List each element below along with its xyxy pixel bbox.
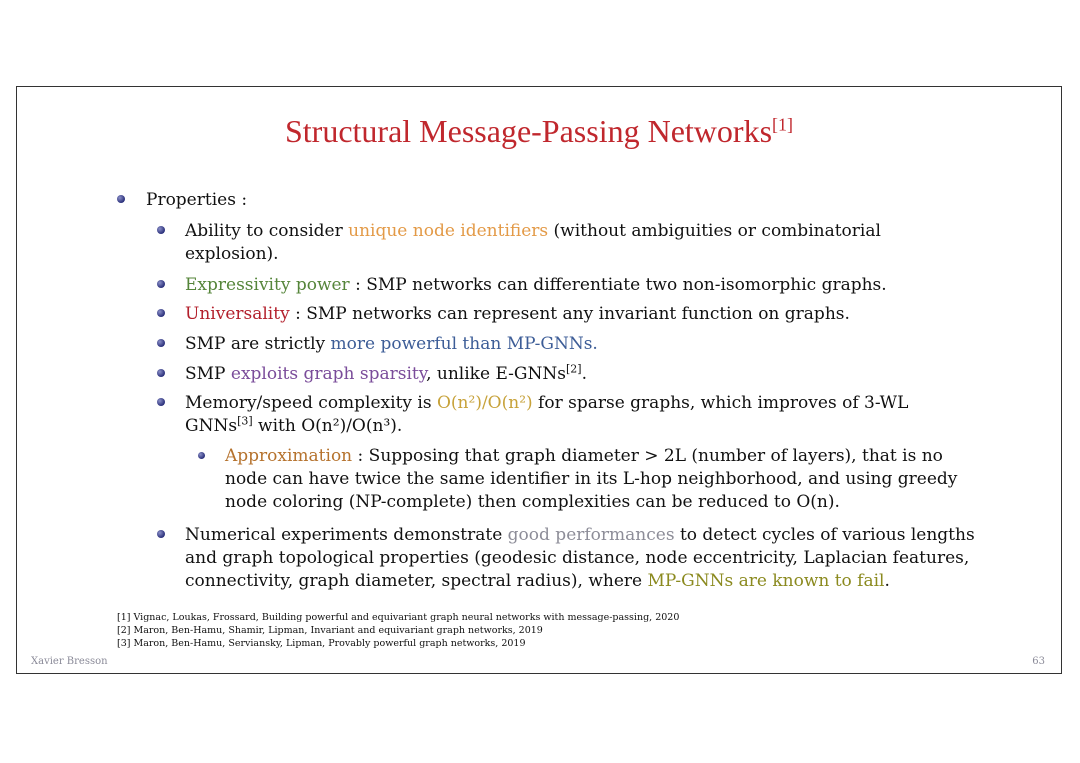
reference-3: [3] <box>237 414 253 428</box>
bullet-experiments-line3: connectivity, graph diameter, spectral radius), where MP-GNNs are known to fail. <box>185 571 890 591</box>
bullet-icon <box>157 309 165 317</box>
bullet-icon <box>157 530 165 538</box>
bullet-approximation-line2: node can have twice the same identifier in its L-hop neighborhood, and using greedy <box>225 469 958 489</box>
title-reference: [1] <box>772 114 794 135</box>
reference-item: [2] Maron, Ben-Hamu, Shamir, Lipman, Invariant and equivariant graph networks, 2019 <box>117 625 543 636</box>
bullet-expressivity: Expressivity power : SMP networks can differentiate two non-isomorphic graphs. <box>185 275 887 295</box>
bullet-icon <box>198 452 205 459</box>
bullet-experiments: Numerical experiments demonstrate good performances to detect cycles of various lengths <box>185 525 975 545</box>
bullet-unique-node-identifiers: Ability to consider unique node identifiers (without ambiguities or combinatorial <box>185 221 881 241</box>
bullet-unique-node-identifiers-line2: explosion). <box>185 244 279 264</box>
bullet-more-powerful: SMP are strictly more powerful than MP-GNNs. <box>185 334 598 354</box>
bullet-complexity-line2: GNNs[3] with O(n²)/O(n³). <box>185 414 403 436</box>
bullet-icon <box>157 280 165 288</box>
bullet-experiments-line2: and graph topological properties (geodesic distance, node eccentricity, Laplacian features, <box>185 548 970 568</box>
bullet-icon <box>157 369 165 377</box>
reference-item: [1] Vignac, Loukas, Frossard, Building powerful and equivariant graph neural networks with message-passing, 2020 <box>117 612 680 623</box>
bullet-icon <box>117 195 125 203</box>
footer-author: Xavier Bresson <box>31 656 108 667</box>
page-number: 63 <box>1032 656 1045 667</box>
slide <box>16 86 1062 674</box>
bullet-sparsity: SMP exploits graph sparsity, unlike E-GNNs[2]. <box>185 362 587 384</box>
slide-title-text: Structural Message-Passing Networks <box>284 113 773 149</box>
bullet-icon <box>157 339 165 347</box>
bullet-icon <box>157 226 165 234</box>
reference-item: [3] Maron, Ben-Hamu, Serviansky, Lipman, Provably powerful graph networks, 2019 <box>117 638 526 649</box>
bullet-complexity: Memory/speed complexity is O(n²)/O(n²) for sparse graphs, which improves of 3-WL <box>185 393 909 413</box>
references <box>117 611 679 650</box>
reference-2: [2] <box>565 362 582 376</box>
slide-title <box>17 113 1061 150</box>
bullet-approximation-line3: node coloring (NP-complete) then complexities can be reduced to O(n). <box>225 492 840 512</box>
properties-heading: Properties : <box>146 190 248 210</box>
bullet-icon <box>157 398 165 406</box>
bullet-approximation: Approximation : Supposing that graph diameter > 2L (number of layers), that is no <box>225 446 943 466</box>
bullet-universality: Universality : SMP networks can represent any invariant function on graphs. <box>185 304 850 324</box>
